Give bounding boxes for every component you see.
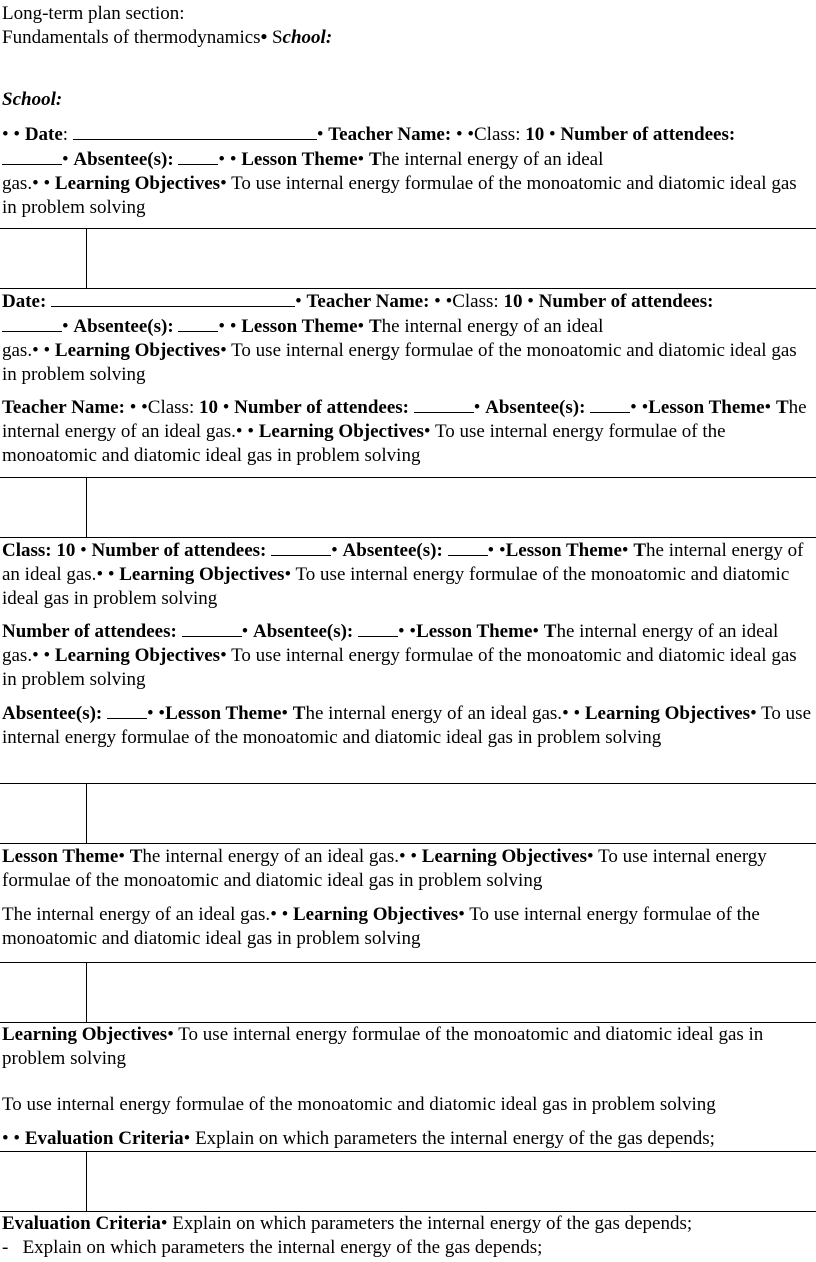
- absentees-blank[interactable]: [107, 701, 147, 719]
- attendees-blank[interactable]: [271, 538, 331, 556]
- lesson-info-block-7: Lesson Theme• The internal energy of an ideal gas.• • Learning Objectives• To use internal energy formulae of the monoatomic and diatomic ideal gas in problem solving: [2, 846, 767, 891]
- attendees-blank[interactable]: [2, 147, 62, 165]
- lesson-info-block-8: The internal energy of an ideal gas.• • Learning Objectives• To use internal energy formulae of the monoatomic and diatomic ideal gas in problem solving: [2, 904, 760, 949]
- table-column-divider: [86, 477, 87, 537]
- absentees-blank[interactable]: [358, 619, 398, 637]
- objective-text: To use internal energy formulae of the monoatomic and diatomic ideal gas in problem solving: [2, 1094, 716, 1115]
- table-column-divider: [86, 228, 87, 288]
- dash-bullet-icon: -: [2, 1237, 9, 1258]
- lesson-info-block-4: Class: 10 • Number of attendees: • Absentee(s): • •Lesson Theme• The internal energy of an ideal gas.• • Learning Objectives• To use internal energy formulae of the monoatomic and diatomic ideal gas in problem solving: [2, 540, 804, 609]
- lesson-info-block-1: • • Date: • Teacher Name: • •Class: 10 • Number of attendees: • Absentee(s): • • Lesson Theme• The internal energy of an ideal gas.• • Learning Objectives• To use internal energy formulae of the monoatomic and diatomic ideal gas in problem solving: [2, 124, 797, 218]
- table-column-divider: [86, 962, 87, 1022]
- attendees-blank[interactable]: [182, 619, 242, 637]
- evaluation-list-item: - Explain on which parameters the internal energy of the gas depends;: [2, 1237, 543, 1258]
- absentees-blank[interactable]: [178, 147, 218, 165]
- absentees-blank[interactable]: [448, 538, 488, 556]
- table-column-divider: [86, 1151, 87, 1211]
- absentees-blank[interactable]: [178, 314, 218, 332]
- attendees-blank[interactable]: [414, 395, 474, 413]
- school-label: School:: [2, 89, 63, 110]
- lesson-info-block-6: Absentee(s): • •Lesson Theme• The internal energy of an ideal gas.• • Learning Objectives• To use internal energy formulae of the monoatomic and diatomic ideal gas in problem solving: [2, 703, 811, 748]
- table-column-divider: [86, 783, 87, 843]
- lesson-info-block-5: Number of attendees: • Absentee(s): • •Lesson Theme• The internal energy of an ideal gas.• • Learning Objectives• To use internal energy formulae of the monoatomic and diatomic ideal gas in problem solving: [2, 621, 797, 690]
- section-title: Fundamentals of thermodynamics• School:: [2, 27, 333, 48]
- absentees-blank[interactable]: [590, 395, 630, 413]
- lesson-info-block-2: Date: • Teacher Name: • •Class: 10 • Number of attendees: • Absentee(s): • • Lesson Theme• The internal energy of an ideal gas.• • Learning Objectives• To use internal energy formulae of the monoatomic and diatomic ideal gas in problem solving: [2, 291, 797, 385]
- lesson-info-block-9: Learning Objectives• To use internal energy formulae of the monoatomic and diatomic ideal gas in problem solving: [2, 1024, 764, 1069]
- date-blank[interactable]: [73, 122, 317, 140]
- table-rule: [0, 477, 816, 478]
- table-rule: [0, 962, 816, 963]
- long-term-plan-label: Long-term plan section:: [2, 3, 185, 24]
- lesson-info-block-3: Teacher Name: • •Class: 10 • Number of attendees: • Absentee(s): • •Lesson Theme• The internal energy of an ideal gas.• • Learning Objectives• To use internal energy formulae of the monoatomic and diatomic ideal gas in problem solving: [2, 397, 807, 466]
- date-blank[interactable]: [51, 289, 295, 307]
- table-rule: [0, 843, 816, 844]
- table-rule: [0, 228, 816, 229]
- attendees-blank[interactable]: [2, 314, 62, 332]
- evaluation-block-1: • • Evaluation Criteria• Explain on which parameters the internal energy of the gas depends;: [2, 1128, 715, 1149]
- table-rule: [0, 1151, 816, 1152]
- table-rule: [0, 783, 816, 784]
- evaluation-block-2: Evaluation Criteria• Explain on which parameters the internal energy of the gas depends;: [2, 1213, 693, 1234]
